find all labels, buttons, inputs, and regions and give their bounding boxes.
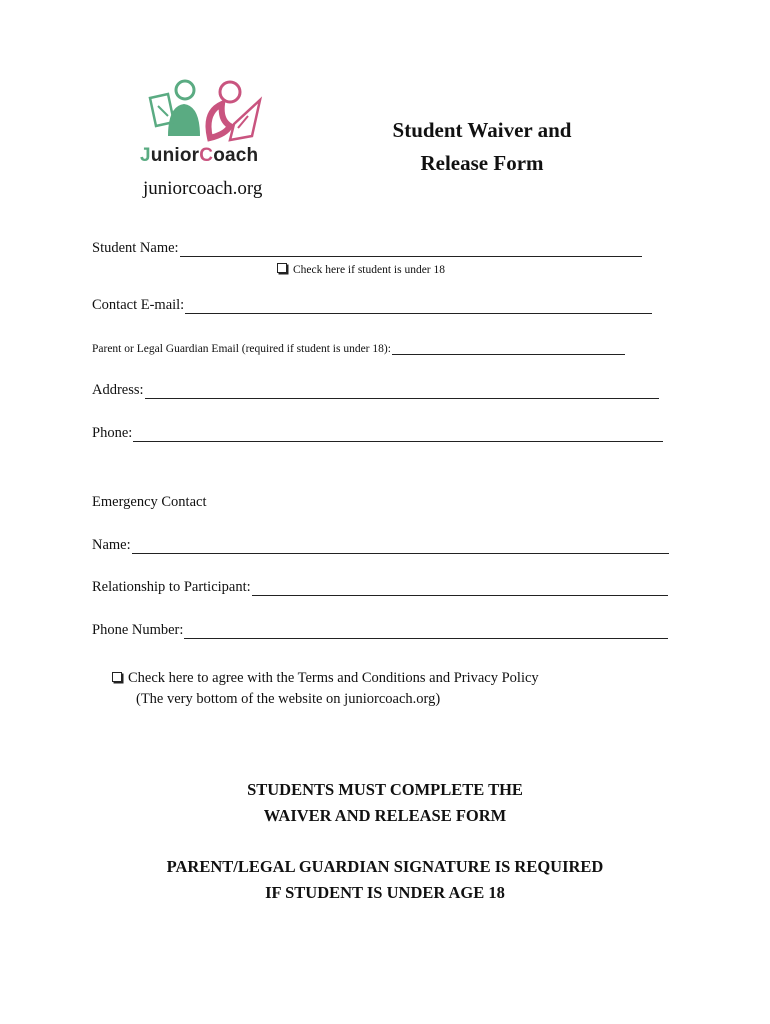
address-row <box>92 382 659 399</box>
terms-agreement <box>112 668 539 710</box>
brand-unior: unior <box>150 145 200 166</box>
notice-2-line-2: IF STUDENT IS UNDER AGE 18 <box>265 883 505 902</box>
notice-2-line-1: PARENT/LEGAL GUARDIAN SIGNATURE IS REQUIRED <box>166 857 604 876</box>
ec-phone-field[interactable] <box>184 624 668 639</box>
under18-label: Check here if student is under 18 <box>293 264 446 276</box>
guardian-email-row <box>92 340 625 355</box>
phone-field[interactable] <box>133 427 663 442</box>
notice-complete-waiver <box>0 777 770 829</box>
under18-option <box>277 263 445 276</box>
terms-line-2: (The very bottom of the website on juniorcoach.org) <box>136 691 441 707</box>
brand-c: C <box>199 145 214 166</box>
guardian-email-field[interactable] <box>392 340 625 355</box>
phone-label: Phone: <box>92 425 133 441</box>
student-name-label: Student Name: <box>92 240 179 256</box>
under18-checkbox[interactable] <box>277 263 287 273</box>
ec-relationship-row <box>92 579 668 596</box>
emergency-contact-heading <box>92 494 207 511</box>
emergency-heading-text: Emergency Contact <box>92 494 207 510</box>
title-line-1: Student Waiver and <box>392 118 572 142</box>
notice-1-line-2: WAIVER AND RELEASE FORM <box>263 806 507 825</box>
ec-name-row <box>92 537 669 554</box>
ec-relationship-label: Relationship to Participant: <box>92 579 251 595</box>
phone-row <box>92 425 663 442</box>
brand-j: J <box>140 145 151 166</box>
brand-wordmark <box>140 145 258 167</box>
terms-checkbox[interactable] <box>112 672 122 682</box>
website-url: juniorcoach.org <box>143 178 263 199</box>
title-line-2: Release Form <box>420 151 544 175</box>
address-label: Address: <box>92 382 144 398</box>
guardian-email-label: Parent or Legal Guardian Email (required if student is under 18): <box>92 343 391 355</box>
ec-phone-row <box>92 622 668 639</box>
ec-phone-label: Phone Number: <box>92 622 184 638</box>
contact-email-field[interactable] <box>185 299 652 314</box>
ec-name-field[interactable] <box>132 539 669 554</box>
notice-1-line-1: STUDENTS MUST COMPLETE THE <box>247 780 523 799</box>
ec-name-label: Name: <box>92 537 131 553</box>
contact-email-row <box>92 297 652 314</box>
form-title <box>372 114 592 180</box>
brand-oach: oach <box>213 145 259 166</box>
terms-line-1 <box>112 668 539 689</box>
notice-guardian-signature <box>0 854 770 906</box>
student-name-field[interactable] <box>180 242 642 257</box>
address-field[interactable] <box>145 384 659 399</box>
terms-label: Check here to agree with the Terms and Conditions and Privacy Policy <box>128 670 539 686</box>
ec-relationship-field[interactable] <box>252 581 668 596</box>
contact-email-label: Contact E-mail: <box>92 297 185 313</box>
student-name-row <box>92 240 642 257</box>
